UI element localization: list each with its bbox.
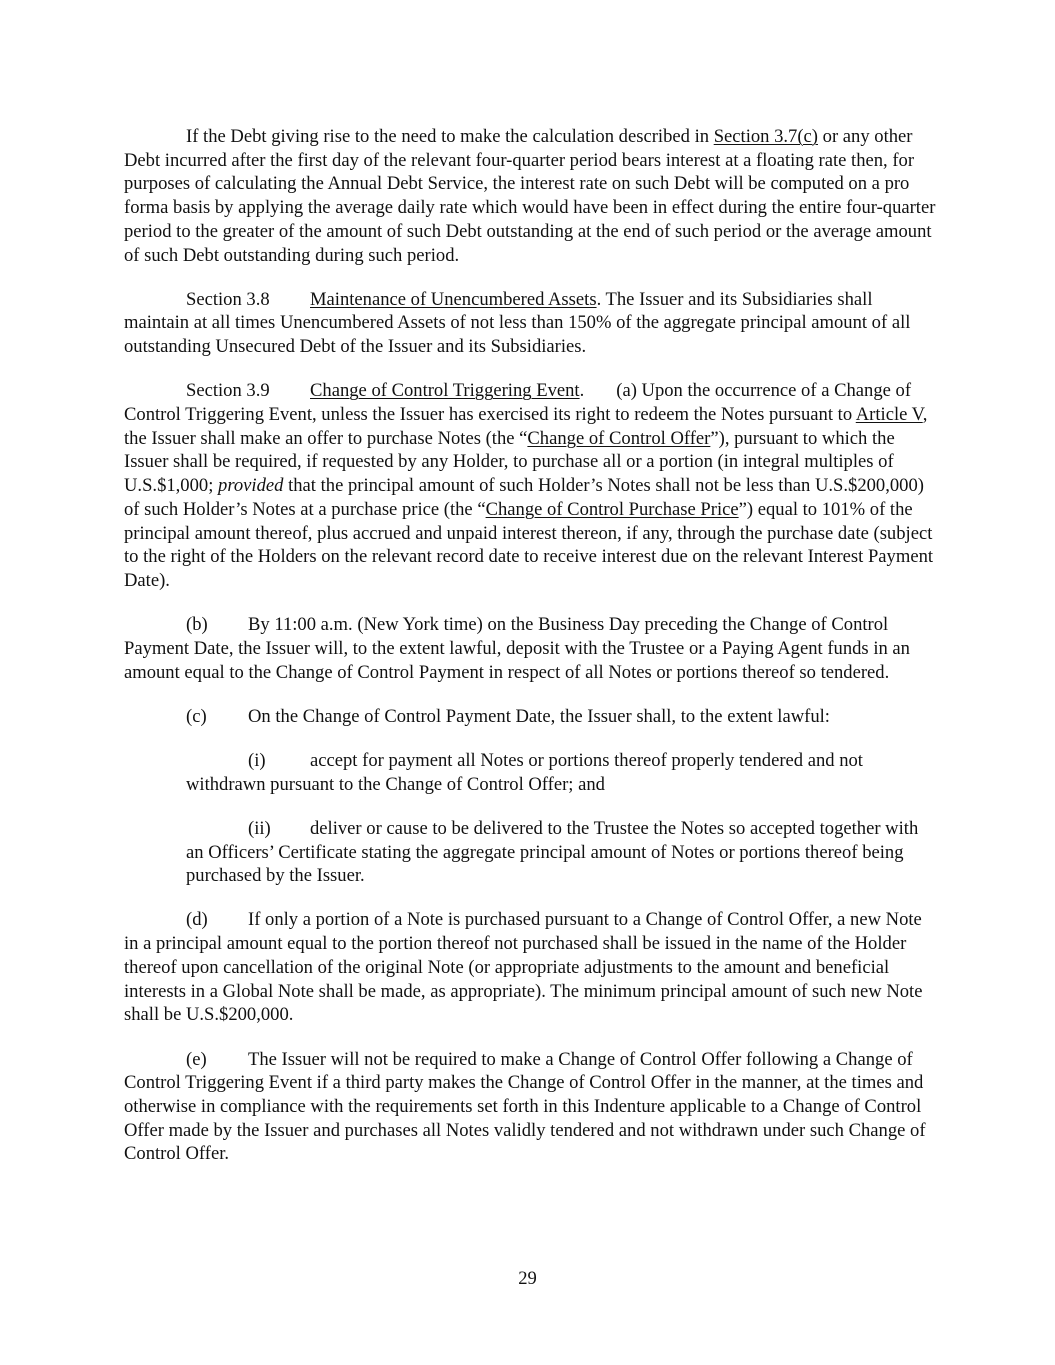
document-page [124,125,936,1187]
clause-e [124,1048,936,1167]
text: Upon the occurrence of a Change of Control Triggering Event, unless the Issuer has exercised its right to redeem the Notes pursuant to [124,380,912,426]
paragraph-floating-rate-debt [124,125,936,267]
clause-label: (d) [186,909,208,931]
clause-text: On the Change of Control Payment Date, the Issuer shall, to the extent lawful: [248,705,830,727]
clause-c-ii [186,817,936,888]
section-number: Section 3.9 [186,380,270,402]
clause-text: The Issuer will not be required to make a Change of Control Offer following a Change of Control Triggering Event if a third party makes the Change of Control Offer in the manner, at the times and otherwise in compliance with the requirements set forth in this Indenture applicable to a Change of Control Offer made by the Issuer and purchases all Notes validly tendered and not withdrawn under such Change of Control Offer. [124,1048,926,1165]
clause-label: (b) [186,614,208,636]
clause-text: If only a portion of a Note is purchased pursuant to a Change of Control Offer, a new Note in a principal amount equal to the portion thereof not purchased shall be issued in the name of the Holder thereof upon cancellation of the original Note (or appropriate adjustments to the amount and beneficial interests in a Global Note shall be made, as appropriate). The minimum principal amount of such new Note shall be U.S.$200,000. [124,909,923,1026]
text: ”) equal to 101% of the principal amount thereof, plus accrued and unpaid interest thereon, if any, through the purchase date (subject to the right of the Holders on the relevant record date to receive interest due on the relevant Interest Payment Date). [124,498,934,591]
text: ”), pursuant to which the Issuer shall be required, if requested by any Holder, to purchase all or a portion (in integral multiples of U.S.$1,000; [124,427,895,497]
section-title: Maintenance of Unencumbered Assets [310,288,597,310]
section-title: Change of Control Triggering Event [310,380,580,402]
clause-label: (ii) [248,817,271,839]
clause-c-i [186,749,936,796]
clause-text: By 11:00 a.m. (New York time) on the Business Day preceding the Change of Control Payment Date, the Issuer will, to the extent lawful, deposit with the Trustee or a Paying Agent funds in an amount equal to the Change of Control Payment in respect of all Notes or portions thereof so tendered. [124,614,910,683]
page-number: 29 [518,1268,537,1289]
section-3-9-a [124,379,936,592]
section-3-8 [124,288,936,359]
italic-provided: provided [218,475,284,497]
section-3-7c-reference[interactable]: Section 3.7(c) [713,126,818,147]
text: If the Debt giving rise to the need to make the calculation described in [186,126,714,147]
clause-label: (a) [616,380,637,402]
clause-d [124,908,936,1027]
clause-text: accept for payment all Notes or portions thereof properly tendered and not withdrawn pursuant to the Change of Control Offer; and [186,749,863,795]
clause-label: (i) [248,749,266,771]
clause-text: deliver or cause to be delivered to the Trustee the Notes so accepted together with an Officers’ Certificate stating the aggregate principal amount of Notes or portions thereof being purchased by the Issuer. [186,817,919,887]
clause-c [124,705,936,729]
text: or any other Debt incurred after the first day of the relevant four-quarter period bears interest at a floating rate then, for purposes of calculating the Annual Debt Service, the interest rate on such Debt will be computed on a pro forma basis by applying the average daily rate which would have been in effect during the entire four-quarter period to the greater of the amount of such Debt outstanding at the end of such period or the average amount of such Debt outstanding during such period. [124,126,936,266]
clause-b [124,613,936,684]
section-body: . The Issuer and its Subsidiaries shall maintain at all times Unencumbered Assets of not less than 150% of the aggregate principal amount of all outstanding Unsecured Debt of the Issuer and its Subsidiaries. [124,288,911,358]
section-number: Section 3.8 [186,288,270,310]
defined-term-purchase-price: Change of Control Purchase Price [485,498,739,520]
text: . [579,380,585,402]
article-v-reference[interactable]: Article V [855,404,923,426]
text: , the Issuer shall make an offer to purchase Notes (the “ [124,404,928,449]
clause-label: (e) [186,1048,207,1070]
defined-term-change-of-control-offer: Change of Control Offer [527,427,711,449]
clause-label: (c) [186,705,207,727]
text: that the principal amount of such Holder’s Notes shall not be less than U.S.$200,000) of such Holder’s Notes at a purchase price (the “ [124,475,924,520]
